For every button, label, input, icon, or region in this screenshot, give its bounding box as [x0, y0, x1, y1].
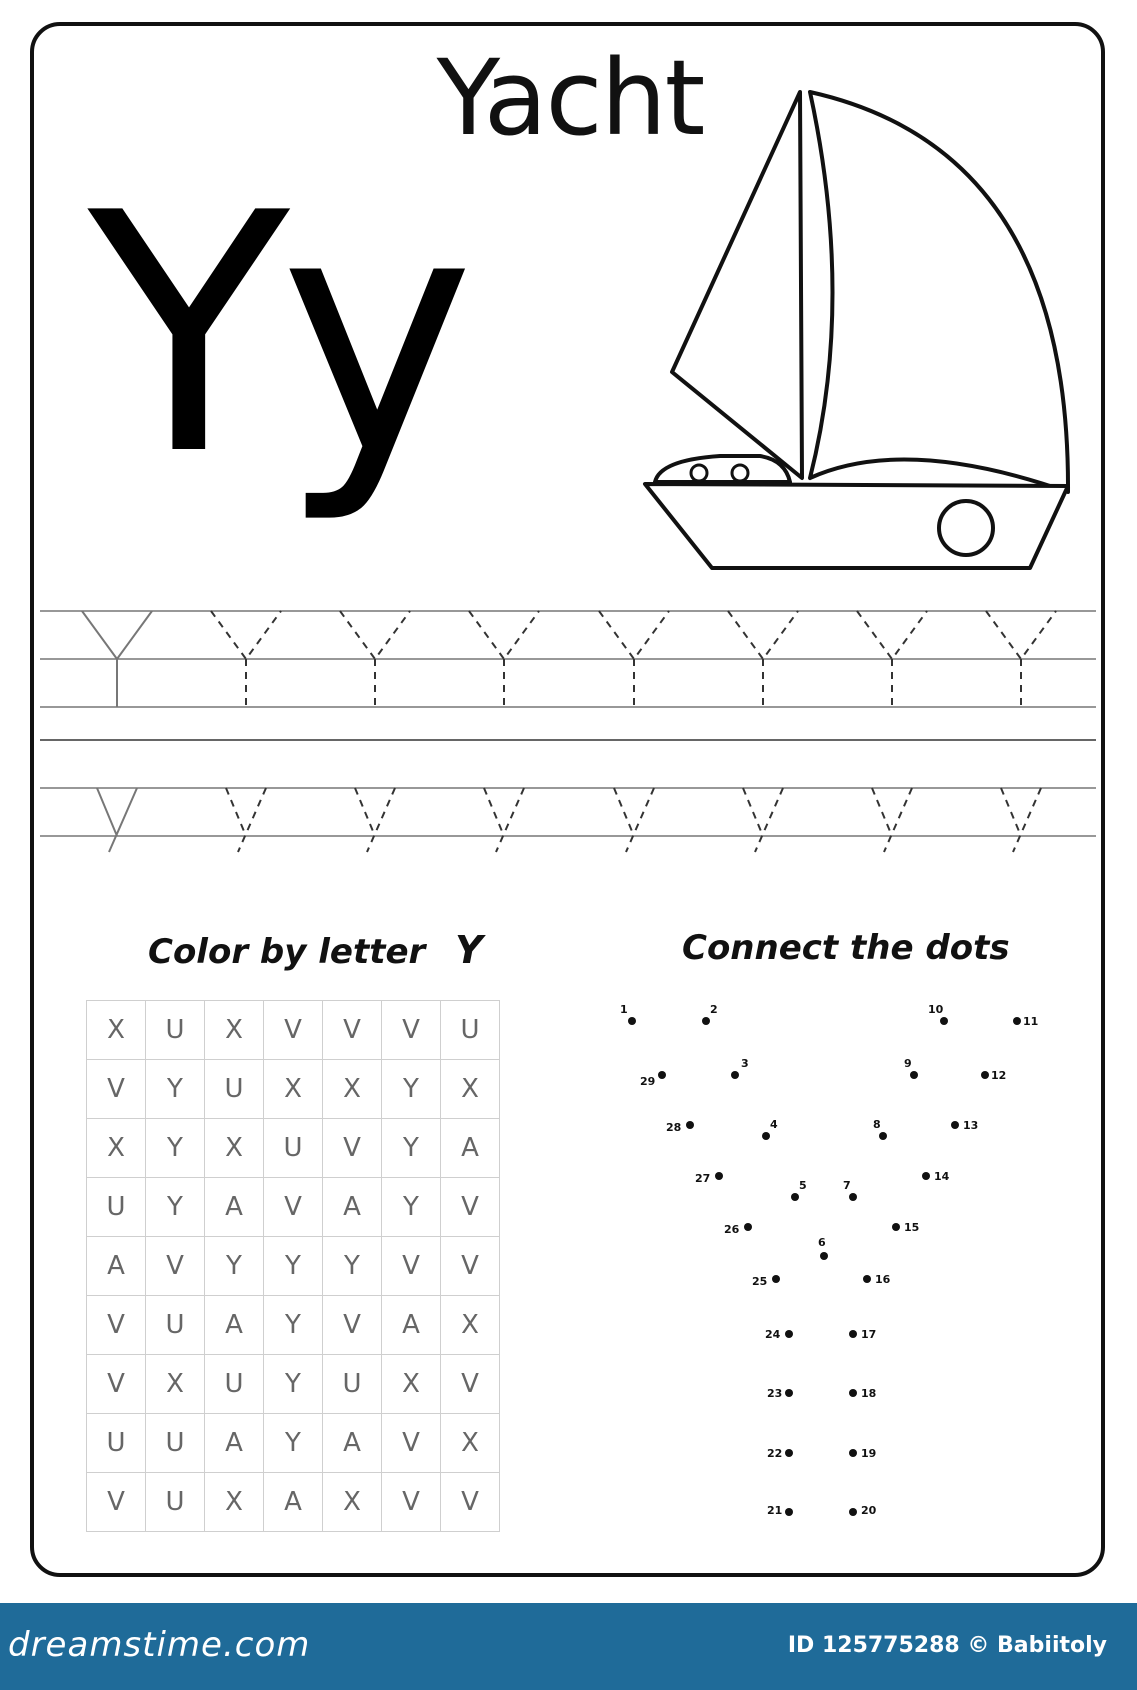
grid-cell[interactable]: X [441, 1414, 500, 1473]
grid-cell[interactable]: V [87, 1296, 146, 1355]
grid-cell[interactable]: U [323, 1355, 382, 1414]
dot[interactable] [702, 1017, 710, 1025]
dot-label: 20 [861, 1504, 877, 1517]
dot-label: 2 [710, 1003, 718, 1016]
dot[interactable] [910, 1071, 918, 1079]
grid-cell[interactable]: V [87, 1060, 146, 1119]
grid-cell[interactable]: X [323, 1060, 382, 1119]
dot[interactable] [849, 1193, 857, 1201]
grid-cell[interactable]: Y [264, 1296, 323, 1355]
dot[interactable] [686, 1121, 694, 1129]
grid-cell[interactable]: V [323, 1296, 382, 1355]
letter-pair: Yy [88, 143, 465, 527]
grid-cell[interactable]: Y [205, 1237, 264, 1296]
grid-cell[interactable]: U [146, 1001, 205, 1060]
dot-label: 24 [765, 1328, 781, 1341]
grid-cell[interactable]: V [441, 1473, 500, 1532]
dot[interactable] [785, 1330, 793, 1338]
grid-cell[interactable]: X [146, 1355, 205, 1414]
dot-label: 25 [752, 1275, 768, 1288]
dot[interactable] [785, 1449, 793, 1457]
grid-cell[interactable]: U [264, 1119, 323, 1178]
grid-cell[interactable]: U [205, 1060, 264, 1119]
grid-cell[interactable]: A [264, 1473, 323, 1532]
grid-cell[interactable]: V [146, 1237, 205, 1296]
grid-cell[interactable]: A [323, 1414, 382, 1473]
grid-cell[interactable]: X [441, 1060, 500, 1119]
dot-label: 3 [741, 1057, 749, 1070]
dot-label: 17 [861, 1328, 877, 1341]
grid-cell[interactable]: A [205, 1296, 264, 1355]
dot-label: 10 [928, 1003, 944, 1016]
grid-cell[interactable]: V [323, 1001, 382, 1060]
dot[interactable] [922, 1172, 930, 1180]
grid-cell[interactable]: A [441, 1119, 500, 1178]
grid-cell[interactable]: Y [146, 1178, 205, 1237]
dot-label: 19 [861, 1447, 877, 1460]
dot-label: 21 [767, 1504, 783, 1517]
dot-label: 7 [843, 1179, 851, 1192]
grid-cell[interactable]: U [87, 1414, 146, 1473]
dot-label: 27 [695, 1172, 711, 1185]
dot[interactable] [791, 1193, 799, 1201]
grid-cell[interactable]: X [87, 1001, 146, 1060]
grid-cell[interactable]: V [382, 1001, 441, 1060]
grid-cell[interactable]: A [205, 1414, 264, 1473]
dot-label: 12 [991, 1069, 1007, 1082]
grid-cell[interactable]: X [205, 1119, 264, 1178]
footer-credit: ID 125775288 © Babiitoly [787, 1633, 1107, 1658]
grid-cell[interactable]: V [87, 1473, 146, 1532]
color-by-letter-title: Color by letter [148, 932, 426, 972]
word-title: Yacht [436, 37, 704, 159]
grid-cell[interactable]: V [382, 1473, 441, 1532]
dot[interactable] [981, 1071, 989, 1079]
dot[interactable] [762, 1132, 770, 1140]
dot-label: 14 [934, 1170, 950, 1183]
grid-cell[interactable]: A [205, 1178, 264, 1237]
grid-cell[interactable]: X [382, 1355, 441, 1414]
grid-cell[interactable]: X [264, 1060, 323, 1119]
footer-logo[interactable]: dreamstime.com [8, 1625, 311, 1665]
grid-cell[interactable]: V [441, 1178, 500, 1237]
dot-label: 13 [963, 1119, 979, 1132]
dot-label: 22 [767, 1447, 783, 1460]
dot-label: 11 [1023, 1015, 1039, 1028]
dot[interactable] [849, 1330, 857, 1338]
dot[interactable] [658, 1071, 666, 1079]
dot[interactable] [940, 1017, 948, 1025]
dot-label: 29 [640, 1075, 656, 1088]
dot[interactable] [744, 1223, 752, 1231]
grid-cell[interactable]: A [382, 1296, 441, 1355]
dot-label: 1 [620, 1003, 628, 1016]
grid-cell[interactable]: U [146, 1296, 205, 1355]
grid-cell[interactable]: U [205, 1355, 264, 1414]
dot[interactable] [849, 1389, 857, 1397]
grid-cell[interactable]: V [87, 1355, 146, 1414]
grid-cell[interactable]: Y [146, 1119, 205, 1178]
dot[interactable] [731, 1071, 739, 1079]
dot-label: 16 [875, 1273, 891, 1286]
grid-cell[interactable]: V [264, 1001, 323, 1060]
grid-cell[interactable]: A [87, 1237, 146, 1296]
grid-cell[interactable]: X [323, 1473, 382, 1532]
grid-cell[interactable]: Y [146, 1060, 205, 1119]
dot-label: 5 [799, 1179, 807, 1192]
dot[interactable] [772, 1275, 780, 1283]
grid-cell[interactable]: Y [382, 1060, 441, 1119]
dot[interactable] [863, 1275, 871, 1283]
grid-cell[interactable]: V [382, 1414, 441, 1473]
dot[interactable] [715, 1172, 723, 1180]
connect-dots-title: Connect the dots [682, 928, 1010, 968]
footer-bar [0, 1603, 1137, 1690]
dot[interactable] [849, 1449, 857, 1457]
grid-cell[interactable]: Y [264, 1414, 323, 1473]
dot-label: 8 [873, 1118, 881, 1131]
grid-cell[interactable]: Y [382, 1119, 441, 1178]
dot-label: 6 [818, 1236, 826, 1249]
grid-cell[interactable]: Y [264, 1355, 323, 1414]
dot[interactable] [785, 1389, 793, 1397]
dot-label: 23 [767, 1387, 783, 1400]
grid-cell[interactable]: U [87, 1178, 146, 1237]
dot-label: 4 [770, 1118, 778, 1131]
dot[interactable] [628, 1017, 636, 1025]
dot-label: 18 [861, 1387, 877, 1400]
dot[interactable] [892, 1223, 900, 1231]
dot-label: 15 [904, 1221, 920, 1234]
dot-label: 28 [666, 1121, 682, 1134]
dot[interactable] [1013, 1017, 1021, 1025]
grid-cell[interactable]: V [441, 1355, 500, 1414]
dot[interactable] [820, 1252, 828, 1260]
grid-cell[interactable]: Y [382, 1178, 441, 1237]
grid-cell[interactable]: Y [264, 1237, 323, 1296]
grid-cell[interactable]: X [87, 1119, 146, 1178]
grid-cell[interactable]: X [205, 1473, 264, 1532]
grid-cell[interactable]: U [146, 1414, 205, 1473]
grid-cell[interactable]: A [323, 1178, 382, 1237]
grid-cell[interactable]: V [441, 1237, 500, 1296]
color-target-letter: Y [455, 928, 483, 972]
grid-cell[interactable]: V [323, 1119, 382, 1178]
grid-cell[interactable]: X [205, 1001, 264, 1060]
grid-cell[interactable]: Y [323, 1237, 382, 1296]
dot[interactable] [879, 1132, 887, 1140]
dot-label: 9 [904, 1057, 912, 1070]
dot[interactable] [951, 1121, 959, 1129]
grid-cell[interactable]: V [264, 1178, 323, 1237]
grid-cell[interactable]: U [146, 1473, 205, 1532]
dot[interactable] [849, 1508, 857, 1516]
grid-cell[interactable]: X [441, 1296, 500, 1355]
grid-cell[interactable]: V [382, 1237, 441, 1296]
grid-cell[interactable]: U [441, 1001, 500, 1060]
dot[interactable] [785, 1508, 793, 1516]
dot-label: 26 [724, 1223, 740, 1236]
